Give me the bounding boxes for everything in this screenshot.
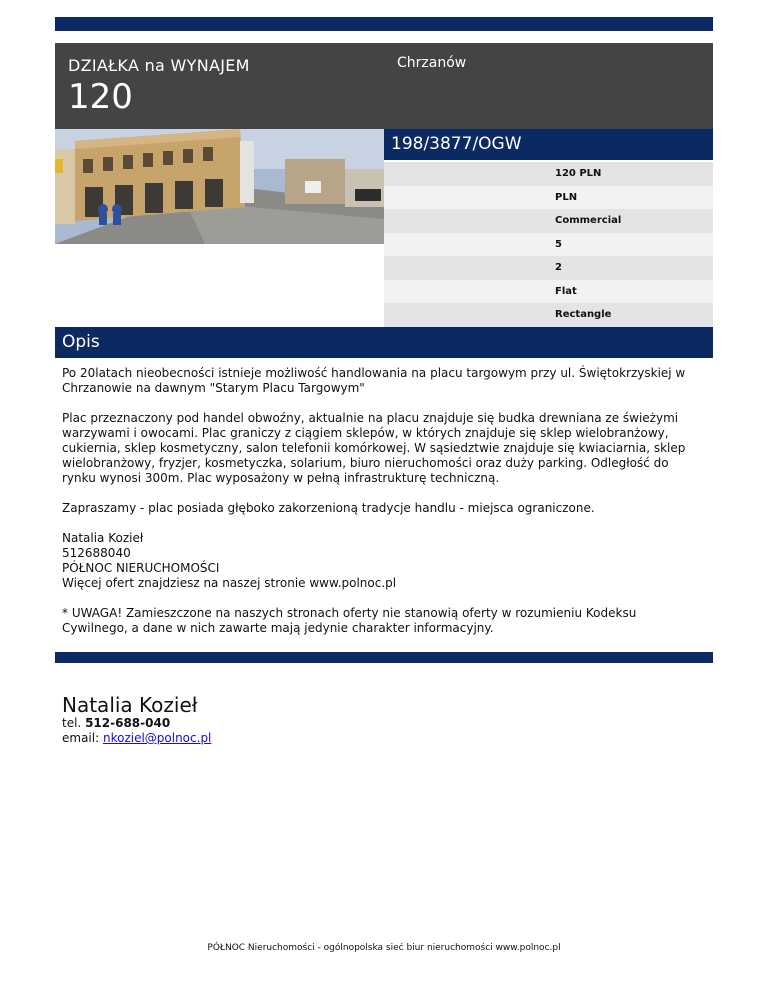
spec-price-per-m2: PLN [384,186,713,210]
spec-value-1: 5 [384,233,713,257]
description-contact [62,531,702,591]
listing-city: Chrzanów [397,55,467,71]
page-footer: PÓŁNOC Nieruchomości - ogólnopolska sieć biur nieruchomości www.polnoc.pl [207,943,561,953]
spec-value-2: 2 [384,256,713,280]
agent-phone-label: tel. [62,716,82,730]
agent-phone: 512-688-040 [85,716,171,730]
description-heading: Opis [55,327,713,358]
spec-terrain: Flat [384,280,713,304]
spec-table [384,162,713,327]
agent-contact [62,694,211,746]
agent-email-line [62,731,211,746]
description-paragraph: Plac przeznaczony pod handel obwoźny, aktualnie na placu znajduje się budka drewniana ze świeżymi warzywami i owocami. Plac graniczy z ciągiem sklepów, w których znajduje się sklep wielobranżowy, cukiernia, sklep kosmetyczny, salon telefonii komórkowej. W sąsiedztwie znajduje się kwiaciarnia, sklep wielobranżowy, fryzjer, kosmetyczka, solarium, biuro nieruchomości oraz duży parking. Odległość do rynku wynosi 300m. Plac wyposażony w pełną infrastrukturę techniczną. [62,411,686,485]
description-contact-company: PÓŁNOC NIERUCHOMOŚCI [62,561,220,575]
spec-shape: Rectangle [384,303,713,327]
agent-email-link[interactable]: nkoziel@polnoc.pl [102,731,212,745]
description-contact-more: Więcej ofert znajdziesz na naszej stronie www.polnoc.pl [62,576,397,590]
agent-phone-line [62,716,211,731]
description-contact-name: Natalia Kozieł [62,531,144,545]
spec-price: 120 PLN [384,162,713,186]
description-paragraph: Zapraszamy - plac posiada głęboko zakorzenioną tradycje handlu - miejsca ograniczone. [62,501,595,515]
listing-reference: 198/3877/OGW [384,129,713,160]
description-disclaimer: * UWAGA! Zamieszczone na naszych stronach oferty nie stanowią oferty w rozumieniu Kodeksu Cywilnego, a dane w nich zawarte mają jedynie charakter informacyjny. [62,606,637,635]
listing-header [55,43,713,129]
description-body [62,366,702,651]
listing-price: 120 [68,77,133,117]
description-paragraph: Po 20latach nieobecności istnieje możliwość handlowania na placu targowym przy ul. Świętokrzyskiej w Chrzanowie na dawnym "Starym Placu Targowym" [62,366,686,395]
agent-name: Natalia Kozieł [62,693,198,717]
section-divider-bar [55,652,713,663]
listing-type: DZIAŁKA na WYNAJEM [68,56,250,75]
top-accent-bar [55,17,713,31]
agent-email-label: email: [62,731,100,745]
spec-use: Commercial [384,209,713,233]
description-contact-phone: 512688040 [62,546,131,560]
property-photo [55,129,384,244]
